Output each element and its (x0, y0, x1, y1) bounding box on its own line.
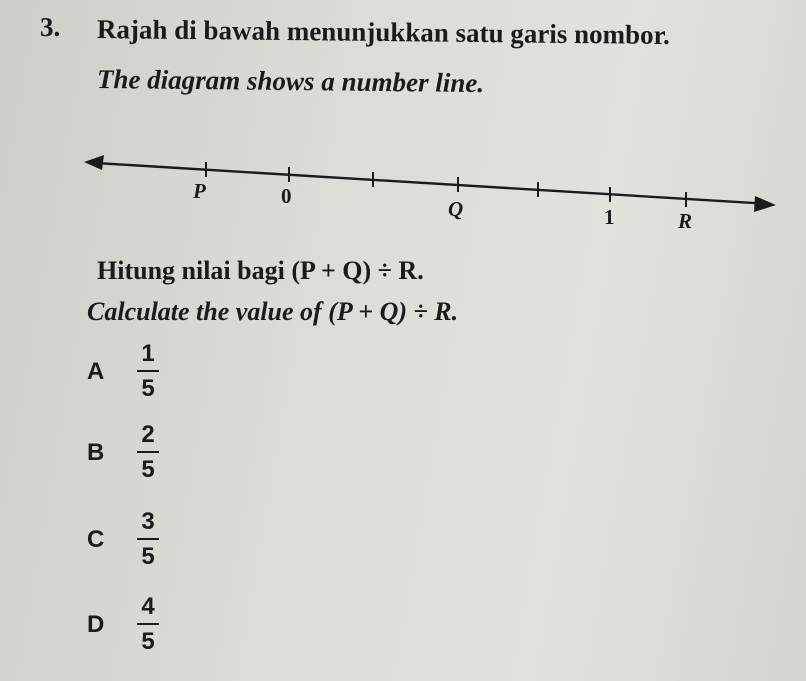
prompt-malay: Hitung nilai bagi (P + Q) ÷ R. (97, 256, 424, 285)
right-arrowhead-icon (754, 196, 776, 212)
option-fraction (137, 595, 159, 654)
fraction-bar (137, 623, 159, 625)
option-fraction (137, 423, 159, 482)
question-text-english: The diagram shows a number line. (96, 64, 485, 99)
fraction-bar (137, 538, 159, 540)
label-p: P (193, 179, 206, 203)
numerator: 1 (141, 340, 155, 367)
label-q: Q (448, 197, 464, 221)
label-one: 1 (604, 205, 615, 229)
option-letter: B (87, 438, 105, 466)
fraction-bar (137, 451, 159, 453)
numerator: 3 (141, 508, 155, 535)
question-number: 3. (40, 12, 61, 42)
label-r: R (678, 209, 693, 233)
option-letter: A (87, 357, 105, 385)
denominator: 5 (141, 628, 155, 655)
option-d[interactable] (87, 595, 159, 654)
numerator: 4 (141, 593, 155, 620)
denominator: 5 (141, 456, 155, 483)
denominator: 5 (141, 543, 155, 570)
option-letter: D (87, 610, 105, 638)
label-zero: 0 (281, 184, 292, 208)
denominator: 5 (141, 375, 155, 402)
left-arrowhead-icon (84, 155, 104, 170)
option-a[interactable] (87, 342, 159, 401)
question-text-malay: Rajah di bawah menunjukkan satu garis nombor. (96, 14, 671, 50)
prompt-english: Calculate the value of (P + Q) ÷ R. (87, 297, 459, 326)
numerator: 2 (141, 421, 155, 448)
option-letter: C (87, 525, 105, 553)
option-b[interactable] (87, 423, 159, 482)
option-fraction (137, 510, 159, 569)
fraction-bar (137, 370, 159, 372)
option-c[interactable] (87, 510, 159, 569)
option-fraction (137, 342, 159, 401)
